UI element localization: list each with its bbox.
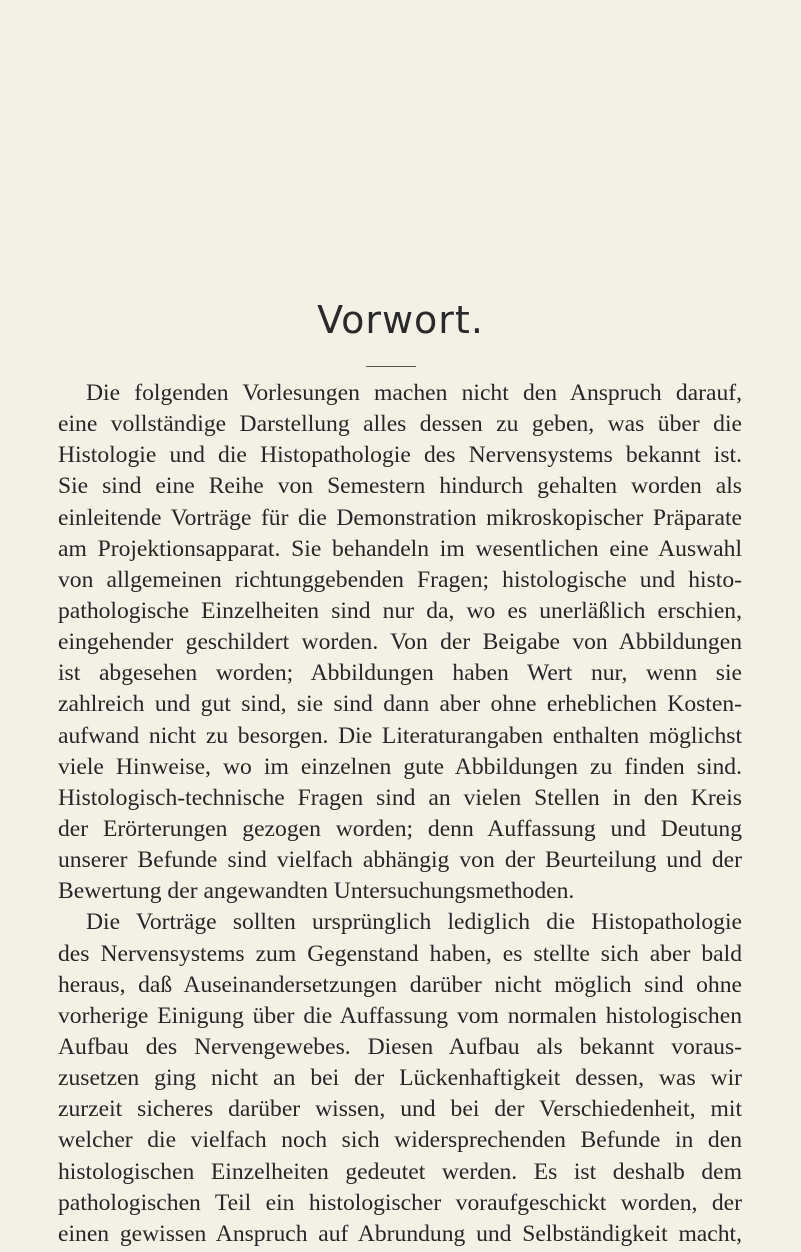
text-line: Histologisch-technische Fragen sind an vielen Stellen in den Kreis <box>58 784 742 811</box>
text-line: zahlreich und gut sind, sie sind dann aber ohne erheblichen Kosten- <box>58 691 742 718</box>
text-line: ist abgesehen worden; Abbildungen haben Wert nur, wenn sie <box>58 660 742 687</box>
text-line: am Projektionsapparat. Sie behandeln im wesentlichen eine Auswahl <box>58 535 742 562</box>
text-line: aufwand nicht zu besorgen. Die Literaturangaben enthalten möglichst <box>58 722 742 749</box>
text-line: Die Vorträge sollten ursprünglich lediglich die Histopathologie <box>86 909 742 936</box>
text-line: der Erörterungen gezogen worden; denn Auffassung und Deutung <box>58 815 742 842</box>
text-line: Sie sind eine Reihe von Semestern hindurch gehalten worden als <box>58 473 742 500</box>
text-line: welcher die vielfach noch sich widersprechenden Befunde in den <box>58 1127 742 1154</box>
text-line: Histologie und die Histopathologie des Nervensystems bekannt ist. <box>58 442 742 469</box>
text-line: vorherige Einigung über die Auffassung vom normalen histologischen <box>58 1002 742 1029</box>
text-line: einleitende Vorträge für die Demonstration mikroskopischer Präparate <box>58 504 742 531</box>
text-line: heraus, daß Auseinandersetzungen darüber nicht möglich sind ohne <box>58 971 742 998</box>
text-line: unserer Befunde sind vielfach abhängig von der Beurteilung und der <box>58 847 742 874</box>
text-line: eine vollständige Darstellung alles dessen zu geben, was über die <box>58 411 742 438</box>
text-line: zusetzen ging nicht an bei der Lückenhaftigkeit dessen, was wir <box>58 1065 742 1092</box>
text-line: viele Hinweise, wo im einzelnen gute Abbildungen zu finden sind. <box>58 753 742 780</box>
text-line: Bewertung der angewandten Untersuchungsmethoden. <box>58 878 575 905</box>
page-title: Vorwort. <box>317 298 484 342</box>
text-line: eingehender geschildert worden. Von der Beigabe von Abbildungen <box>58 629 742 656</box>
body-text <box>58 378 742 1250</box>
text-line: des Nervensystems zum Gegenstand haben, es stellte sich aber bald <box>58 940 742 967</box>
text-line: zurzeit sicheres darüber wissen, und bei der Verschiedenheit, mit <box>58 1096 742 1123</box>
text-line: einen gewissen Anspruch auf Abrundung und Selbständigkeit macht, <box>58 1220 742 1247</box>
text-line: Die folgenden Vorlesungen machen nicht den Anspruch darauf, <box>86 380 742 406</box>
text-line: pathologische Einzelheiten sind nur da, wo es unerläßlich erschien, <box>58 597 742 624</box>
title-divider <box>366 366 416 367</box>
text-line: histologischen Einzelheiten gedeutet werden. Es ist deshalb dem <box>58 1158 742 1185</box>
text-line: pathologischen Teil ein histologischer voraufgeschickt worden, der <box>58 1189 742 1216</box>
text-line: von allgemeinen richtunggebenden Fragen; histologische und histo- <box>58 566 742 593</box>
text-line: Aufbau des Nervengewebes. Diesen Aufbau als bekannt voraus- <box>58 1033 742 1060</box>
